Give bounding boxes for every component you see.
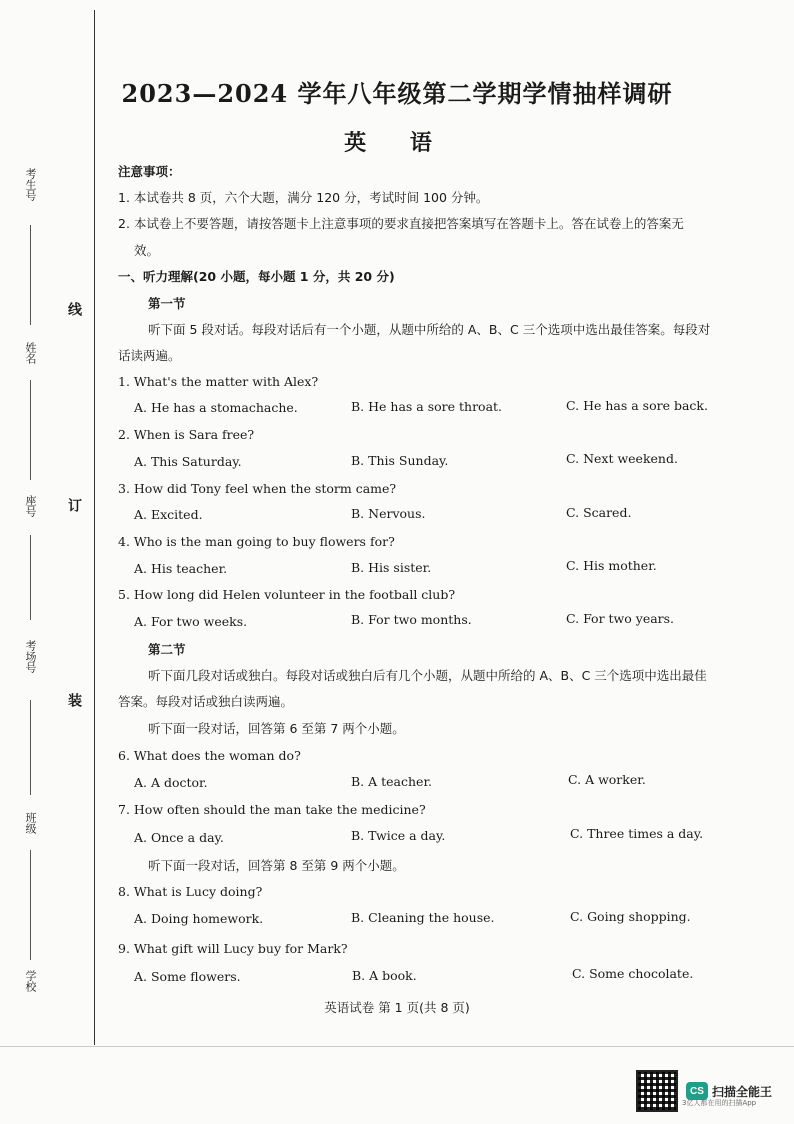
part-instructions: 听下面几段对话或独白。每段对话或独白后有几个小题，从题中所给的 A、B、C 三个选项中选出最佳 bbox=[148, 668, 707, 683]
option-a: A. His teacher. bbox=[134, 561, 228, 576]
option-a: A. For two weeks. bbox=[134, 614, 248, 629]
option-c: C. Going shopping. bbox=[570, 909, 691, 924]
option-a: A. Once a day. bbox=[134, 830, 224, 845]
group-instruction: 听下面一段对话，回答第 8 至第 9 两个小题。 bbox=[148, 858, 405, 873]
option-a: A. Some flowers. bbox=[134, 969, 241, 984]
part-title: 第二节 bbox=[148, 642, 186, 657]
part-instructions: 答案。每段对话或独白读两遍。 bbox=[118, 694, 294, 709]
field-line bbox=[30, 850, 31, 960]
part-instructions: 话读两遍。 bbox=[118, 348, 181, 363]
field-line bbox=[30, 700, 31, 795]
option-b: B. His sister. bbox=[351, 560, 432, 575]
note-item: 1. 本试卷共 8 页，六个大题，满分 120 分，考试时间 100 分钟。 bbox=[118, 190, 489, 205]
question: 6. What does the woman do? bbox=[118, 748, 301, 763]
option-b: B. Twice a day. bbox=[351, 828, 446, 843]
notes-heading: 注意事项： bbox=[118, 164, 181, 179]
section-heading: 一、听力理解(20 小题，每小题 1 分，共 20 分) bbox=[118, 269, 395, 284]
option-c: C. For two years. bbox=[566, 611, 675, 626]
option-a: A. He has a stomachache. bbox=[134, 400, 298, 415]
field-line bbox=[30, 535, 31, 620]
option-c: C. His mother. bbox=[566, 558, 657, 573]
question: 1. What's the matter with Alex? bbox=[118, 374, 319, 389]
option-b: B. This Sunday. bbox=[351, 453, 449, 468]
field-seat: 座号 bbox=[24, 495, 37, 517]
option-c: C. Three times a day. bbox=[570, 826, 704, 841]
note-item: 2. 本试卷上不要答题，请按答题卡上注意事项的要求直接把答案填写在答题卡上。答在试卷上的答案无 bbox=[118, 216, 684, 231]
page-footer: 英语试卷 第 1 页(共 8 页) bbox=[324, 1000, 470, 1015]
option-a: A. Doing homework. bbox=[134, 911, 264, 926]
option-b: B. For two months. bbox=[351, 612, 472, 627]
qr-code-icon bbox=[636, 1070, 678, 1112]
binding-mark: 装 bbox=[66, 693, 82, 707]
part-instructions: 听下面 5 段对话。每段对话后有一个小题，从题中所给的 A、B、C 三个选项中选出最佳答案。每段对 bbox=[148, 322, 711, 337]
brand-name: 扫描全能王 bbox=[712, 1084, 773, 1099]
field-class: 班级 bbox=[24, 812, 37, 834]
exam-title: 2023—2024 学年八年级第二学期学情抽样调研 bbox=[121, 79, 673, 108]
subject-title: 英 语 bbox=[344, 131, 450, 156]
camscanner-logo-icon: CS bbox=[686, 1082, 708, 1100]
field-room: 考场号 bbox=[24, 640, 37, 673]
option-a: A. Excited. bbox=[134, 507, 203, 522]
binding-mark: 订 bbox=[66, 498, 82, 512]
question: 4. Who is the man going to buy flowers for? bbox=[118, 534, 395, 549]
binding-margin-line bbox=[94, 10, 95, 1045]
note-item: 效。 bbox=[134, 243, 160, 258]
group-instruction: 听下面一段对话，回答第 6 至第 7 两个小题。 bbox=[148, 721, 405, 736]
option-a: A. This Saturday. bbox=[134, 454, 242, 469]
option-b: B. Nervous. bbox=[351, 506, 426, 521]
option-b: B. A book. bbox=[352, 968, 417, 983]
field-name: 姓名 bbox=[24, 342, 37, 364]
option-c: C. He has a sore back. bbox=[566, 398, 708, 413]
option-c: C. Next weekend. bbox=[566, 451, 678, 466]
option-b: B. A teacher. bbox=[351, 774, 433, 789]
option-b: B. He has a sore throat. bbox=[351, 399, 503, 414]
option-c: C. A worker. bbox=[568, 772, 646, 787]
option-b: B. Cleaning the house. bbox=[351, 910, 495, 925]
brand-tagline: 3亿人都在用的扫描App bbox=[682, 1099, 757, 1107]
question: 9. What gift will Lucy buy for Mark? bbox=[118, 941, 348, 956]
question: 2. When is Sara free? bbox=[118, 427, 255, 442]
question: 7. How often should the man take the medicine? bbox=[118, 802, 426, 817]
field-line bbox=[30, 380, 31, 480]
part-title: 第一节 bbox=[148, 296, 186, 311]
field-school: 学校 bbox=[24, 970, 37, 992]
option-c: C. Scared. bbox=[566, 505, 632, 520]
option-a: A. A doctor. bbox=[134, 775, 208, 790]
field-exam-number: 考生号 bbox=[24, 168, 37, 201]
scan-edge bbox=[0, 1046, 794, 1047]
binding-mark: 线 bbox=[66, 302, 82, 316]
question: 3. How did Tony feel when the storm came? bbox=[118, 481, 397, 496]
question: 8. What is Lucy doing? bbox=[118, 884, 263, 899]
option-c: C. Some chocolate. bbox=[572, 966, 694, 981]
field-line bbox=[30, 225, 31, 325]
question: 5. How long did Helen volunteer in the football club? bbox=[118, 587, 456, 602]
